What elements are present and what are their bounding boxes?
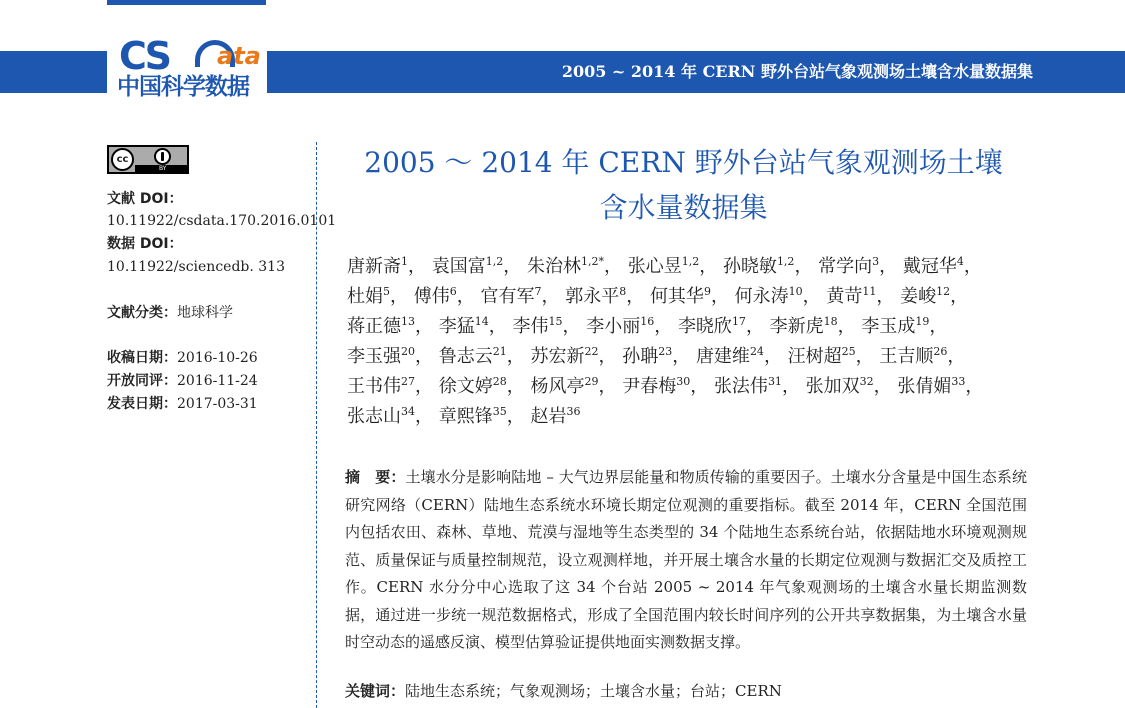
author <box>826 286 894 307</box>
author-name: 徐文婷 <box>438 376 493 397</box>
author-name: 王吉顺 <box>879 346 934 367</box>
author-separator: ， <box>408 256 426 277</box>
author-name: 李小丽 <box>586 316 641 337</box>
received-label: 收稿日期： <box>107 350 177 366</box>
author-separator: ， <box>876 286 895 307</box>
author-name: 唐建维 <box>695 346 750 367</box>
author-separator: ， <box>506 346 525 367</box>
author-separator: ， <box>745 316 764 337</box>
author-name: 蒋正德 <box>347 316 401 337</box>
author <box>788 346 874 367</box>
author-affiliation: 1,2 <box>776 255 795 268</box>
received-value: 2016-10-26 <box>177 350 258 366</box>
author-affiliation: 31 <box>767 375 782 388</box>
category-label: 文献分类： <box>107 305 177 321</box>
doi-label: 文献 DOI： <box>107 191 183 207</box>
author <box>696 346 782 367</box>
author-affiliation: 13 <box>401 315 415 328</box>
author-affiliation: 30 <box>676 375 691 388</box>
author-name: 傅伟 <box>413 286 450 307</box>
author <box>818 256 897 277</box>
author-separator: ， <box>390 286 408 307</box>
author-separator: ， <box>415 346 433 367</box>
author-name: 黄苛 <box>826 286 863 307</box>
author <box>900 286 968 307</box>
author-affiliation: 21 <box>492 345 507 358</box>
article-title-line1: 2005 ～ 2014 年 CERN 野外台站气象观测场土壤 <box>364 146 1003 179</box>
author-affiliation: 26 <box>933 345 948 358</box>
author <box>530 376 616 397</box>
data-doi-value[interactable]: 10.11922/sciencedb. 313 <box>107 259 285 275</box>
author-affiliation: 17 <box>731 315 746 328</box>
sidebar-divider <box>316 142 317 708</box>
author-separator: ， <box>855 346 874 367</box>
author-name: 官有军 <box>480 286 535 307</box>
author-affiliation: 25 <box>841 345 856 358</box>
author-affiliation: 20 <box>401 345 415 358</box>
author-name: 李新虎 <box>769 316 824 337</box>
author-separator: ， <box>879 256 898 277</box>
author-affiliation: 7 <box>534 285 542 298</box>
logo-cs-text: CS <box>119 34 169 78</box>
author <box>530 406 580 427</box>
author-affiliation: 22 <box>584 345 599 358</box>
author-affiliation: 1,2 <box>681 255 700 268</box>
received-date-row <box>107 349 258 367</box>
author-name: 杜娟 <box>347 286 383 307</box>
review-label: 开放同评： <box>107 373 177 389</box>
author-separator: ， <box>541 286 560 307</box>
author <box>897 376 983 397</box>
author-separator: ， <box>603 256 622 277</box>
author <box>622 376 708 397</box>
author-separator: ， <box>699 256 718 277</box>
author-name: 李晓欣 <box>677 316 732 337</box>
author <box>347 376 433 397</box>
author-separator: ， <box>506 406 525 427</box>
author-separator: ， <box>710 286 729 307</box>
cc-by-label: BY <box>159 165 167 172</box>
author <box>512 316 580 337</box>
author-name: 杨风亭 <box>530 376 585 397</box>
cc-by-license-badge[interactable] <box>107 145 189 174</box>
banner-title: 2005 ~ 2014 年 CERN 野外台站气象观测场土壤含水量数据集 <box>561 62 1033 81</box>
author-separator: ， <box>672 346 691 367</box>
author-name: 袁国富 <box>431 256 486 277</box>
author <box>439 376 525 397</box>
author-separator: ， <box>415 406 433 427</box>
review-date-row <box>107 372 258 390</box>
author-affiliation: 11 <box>862 285 877 298</box>
author-name: 孙聃 <box>622 346 659 367</box>
author-name: 张志山 <box>347 406 401 427</box>
author-name: 戴冠华 <box>902 256 957 277</box>
author-affiliation: 9 <box>703 285 711 298</box>
author-affiliation: 10 <box>788 285 803 298</box>
author-name: 李猛 <box>438 316 475 337</box>
author <box>439 346 525 367</box>
author-affiliation: 32 <box>859 375 874 388</box>
author-affiliation: 24 <box>749 345 764 358</box>
category-value: 地球科学 <box>177 305 233 321</box>
author-name: 汪树超 <box>787 346 842 367</box>
author-separator: ， <box>562 316 581 337</box>
author-separator: ， <box>781 376 800 397</box>
abstract-label: 摘 要： <box>345 468 406 486</box>
author-name: 赵岩 <box>530 406 567 427</box>
author-affiliation: 5 <box>383 285 390 298</box>
abstract-text: 土壤水分是影响陆地 – 大气边界层能量和物质传输的重要因子。土壤水分含量是中国生态系统研究网络（CERN）陆地生态系统水环境长期定位观测的重要指标。截至 2014 年，CERN 全国范围内包括农田、森林、草地、荒漠与湿地等生态类型的 34 个陆地生态系统台站，依据陆地水环境观测规范、质量保证与质量控制规范，设立观测样地，并开展土壤含水量的长期定位观测与数据汇交及质控工作。CERN 水分分中心选取了这 34 个台站 2005 ~ 2014 年气象观测场的土壤含水量长期监测数据，通过进一步统一规范数据格式，形成了全国范围内较长时间序列的公开共享数据集，为土壤含水量时空动态的遥感反演、模型估算验证提供地面实测数据支撑。 <box>345 468 1027 651</box>
review-value: 2016-11-24 <box>177 373 258 389</box>
author <box>414 286 475 307</box>
data-doi-label: 数据 DOI： <box>107 236 183 252</box>
author-name: 尹春梅 <box>622 376 677 397</box>
author-name: 何其华 <box>649 286 704 307</box>
author-name: 张加双 <box>805 376 860 397</box>
author-separator: ， <box>598 346 617 367</box>
author-separator: ， <box>950 286 969 307</box>
author <box>714 376 800 397</box>
author-separator: ， <box>794 256 813 277</box>
author-affiliation: 16 <box>640 315 655 328</box>
author <box>628 256 718 277</box>
author-separator: ， <box>598 376 617 397</box>
author <box>432 256 522 277</box>
author <box>586 316 672 337</box>
article-title-line2: 含水量数据集 <box>599 191 768 224</box>
author-name: 孙晓敏 <box>722 256 777 277</box>
author <box>678 316 764 337</box>
author-name: 郭永平 <box>565 286 620 307</box>
author-name: 李玉强 <box>347 346 401 367</box>
author-separator: ， <box>654 316 673 337</box>
author-affiliation: 6 <box>449 285 457 298</box>
attribution-person-icon <box>154 148 171 165</box>
author <box>861 316 947 337</box>
author-affiliation: 18 <box>823 315 838 328</box>
author <box>439 316 507 337</box>
author-affiliation: 29 <box>584 375 599 388</box>
author-name: 何永涛 <box>734 286 789 307</box>
author-separator: ， <box>763 346 782 367</box>
logo-ata-text: ata <box>217 42 261 70</box>
author-affiliation: 4 <box>956 255 964 268</box>
keywords-text: 陆地生态系统；气象观测场；土壤含水量；台站；CERN <box>405 682 782 700</box>
author-name: 唐新斋 <box>347 256 401 277</box>
doi-value[interactable]: 10.11922/csdata.170.2016.0101 <box>107 213 337 229</box>
author <box>622 346 690 367</box>
author-affiliation: 19 <box>915 315 930 328</box>
author <box>806 376 892 397</box>
author-separator: ， <box>965 376 984 397</box>
category-row <box>107 304 233 322</box>
author-separator: ， <box>929 316 948 337</box>
author-affiliation: 27 <box>401 375 415 388</box>
author-affiliation: 12 <box>936 285 951 298</box>
author-separator: ， <box>802 286 821 307</box>
author-separator: ， <box>690 376 709 397</box>
author <box>527 256 622 277</box>
author-separator: ， <box>503 256 522 277</box>
abstract <box>345 464 1027 657</box>
author <box>347 316 433 337</box>
author-separator: ， <box>415 376 433 397</box>
author-name: 朱治林 <box>526 256 581 277</box>
keywords-label: 关键词： <box>345 682 406 700</box>
author <box>347 406 433 427</box>
author-separator: ， <box>506 376 525 397</box>
author-affiliation: 1,2* <box>580 255 604 268</box>
author-name: 姜峻 <box>900 286 937 307</box>
author <box>879 346 965 367</box>
published-date-row <box>107 395 258 413</box>
author <box>650 286 729 307</box>
author-separator: ， <box>415 316 433 337</box>
author-affiliation: 34 <box>401 405 415 418</box>
author <box>347 256 426 277</box>
author-separator: ， <box>626 286 645 307</box>
author-name: 苏宏新 <box>530 346 585 367</box>
csdata-logo[interactable] <box>107 36 267 100</box>
published-value: 2017-03-31 <box>177 396 258 412</box>
author <box>735 286 821 307</box>
author-affiliation: 36 <box>566 405 581 418</box>
author-affiliation: 33 <box>951 375 966 388</box>
logo-chinese-text: 中国科学数据 <box>117 74 249 100</box>
author <box>347 286 408 307</box>
author-name: 张倩媚 <box>897 376 952 397</box>
author-separator: ， <box>963 256 982 277</box>
author-name: 李玉成 <box>861 316 916 337</box>
author-list <box>347 252 1027 432</box>
author <box>723 256 813 277</box>
author <box>770 316 856 337</box>
author-affiliation: 28 <box>492 375 507 388</box>
author-affiliation: 1,2 <box>485 255 504 268</box>
author-separator: ， <box>456 286 475 307</box>
author-name: 常学向 <box>818 256 873 277</box>
author-affiliation: 14 <box>474 315 489 328</box>
author <box>530 346 616 367</box>
author-name: 王书伟 <box>347 376 401 397</box>
author-affiliation: 35 <box>492 405 507 418</box>
author-separator: ， <box>488 316 507 337</box>
author-name: 鲁志云 <box>438 346 493 367</box>
author-affiliation: 8 <box>619 285 627 298</box>
author-affiliation: 1 <box>401 255 408 268</box>
cc-icon: cc <box>111 148 134 171</box>
author-separator: ， <box>837 316 856 337</box>
author-separator: ， <box>947 346 966 367</box>
author-name: 张法伟 <box>713 376 768 397</box>
author-name: 李伟 <box>512 316 549 337</box>
keywords <box>345 678 1027 705</box>
published-label: 发表日期： <box>107 396 177 412</box>
author-name: 张心昱 <box>627 256 682 277</box>
top-accent-rule <box>107 0 266 5</box>
author <box>565 286 644 307</box>
author <box>439 406 525 427</box>
author-affiliation: 23 <box>658 345 673 358</box>
author <box>347 346 433 367</box>
author <box>903 256 982 277</box>
author-separator: ， <box>873 376 892 397</box>
author-affiliation: 15 <box>548 315 563 328</box>
author <box>480 286 559 307</box>
author-name: 章熙锋 <box>438 406 493 427</box>
author-affiliation: 3 <box>872 255 880 268</box>
